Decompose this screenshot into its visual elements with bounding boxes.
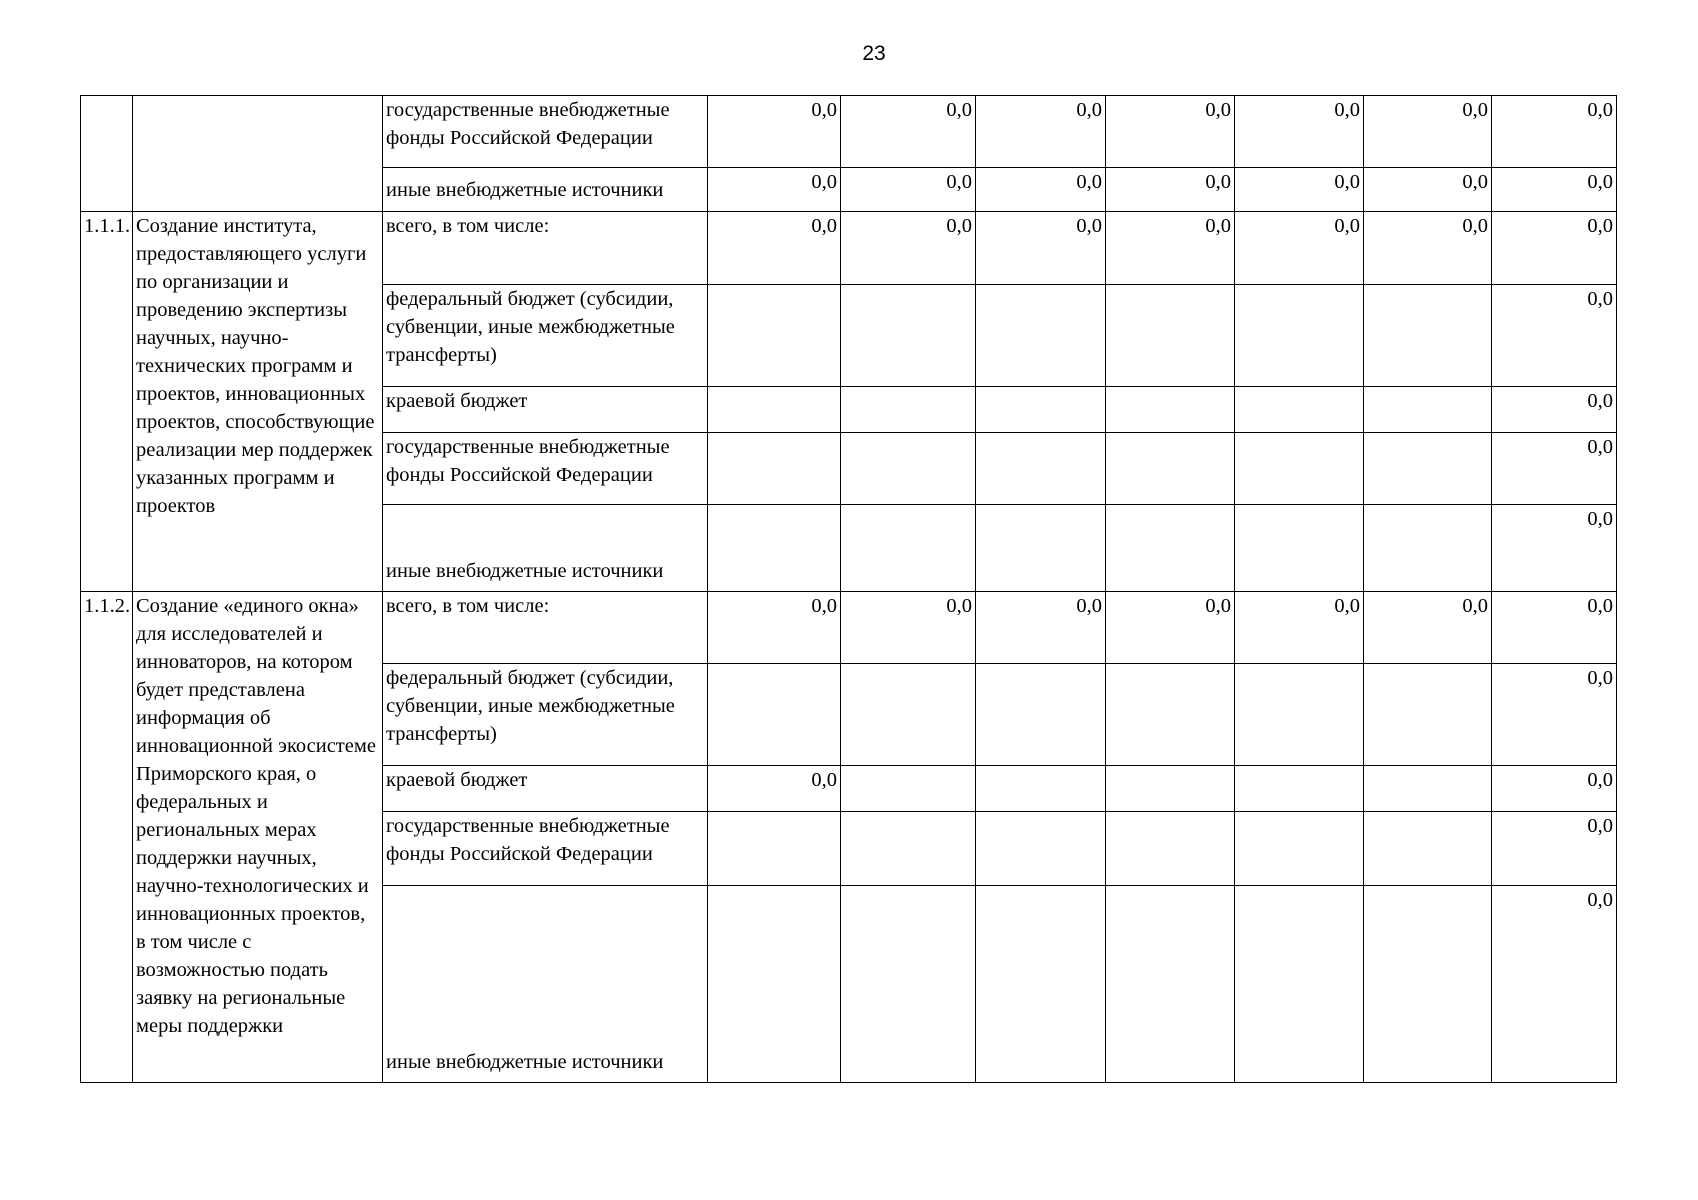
- value-cell: [1364, 387, 1492, 433]
- value-cell: [841, 387, 976, 433]
- value-cell: 0,0: [1492, 664, 1617, 766]
- value-cell: [1364, 285, 1492, 387]
- value-cell: [1364, 886, 1492, 1083]
- value-cell: 0,0: [841, 592, 976, 664]
- value-cell: [976, 664, 1106, 766]
- table-row: [81, 96, 1617, 168]
- value-cell: [1106, 766, 1235, 812]
- value-cell: [1106, 387, 1235, 433]
- funding-source-cell: государственные внебюджетные фонды Российской Федерации: [383, 812, 708, 886]
- value-cell: 0,0: [708, 766, 841, 812]
- value-cell: 0,0: [708, 212, 841, 285]
- value-cell: 0,0: [1492, 212, 1617, 285]
- funding-source-cell: всего, в том числе:: [383, 212, 708, 285]
- value-cell: 0,0: [1235, 96, 1364, 168]
- value-cell: [1106, 886, 1235, 1083]
- value-cell: 0,0: [1106, 212, 1235, 285]
- value-cell: 0,0: [976, 592, 1106, 664]
- value-cell: [708, 387, 841, 433]
- value-cell: [708, 886, 841, 1083]
- item-name-cell: Создание «единого окна» для исследователей и инноваторов, на котором будет представлена информация об инновационной экосистеме Приморского края, о федеральных и региональных мерах поддержки научных, научно-технологических и инновационных проектов, в том числе с возможностью подать заявку на региональные меры поддержки: [133, 592, 383, 1083]
- value-cell: [841, 812, 976, 886]
- value-cell: [841, 285, 976, 387]
- value-cell: 0,0: [1364, 96, 1492, 168]
- value-cell: [708, 505, 841, 592]
- item-code-cell: 1.1.1.: [81, 212, 133, 592]
- value-cell: 0,0: [1492, 96, 1617, 168]
- budget-table: [80, 95, 1617, 1083]
- item-name-cell: [133, 96, 383, 212]
- value-cell: 0,0: [976, 212, 1106, 285]
- value-cell: 0,0: [1492, 766, 1617, 812]
- value-cell: [841, 664, 976, 766]
- value-cell: [1235, 505, 1364, 592]
- funding-source-cell: государственные внебюджетные фонды Российской Федерации: [383, 433, 708, 505]
- value-cell: [1235, 285, 1364, 387]
- value-cell: [1106, 505, 1235, 592]
- value-cell: [1235, 664, 1364, 766]
- value-cell: [841, 886, 976, 1083]
- value-cell: 0,0: [1364, 592, 1492, 664]
- value-cell: [976, 433, 1106, 505]
- value-cell: 0,0: [708, 168, 841, 212]
- value-cell: 0,0: [1492, 285, 1617, 387]
- funding-source-cell: краевой бюджет: [383, 387, 708, 433]
- value-cell: [1235, 433, 1364, 505]
- value-cell: [1235, 886, 1364, 1083]
- table-row: [81, 592, 1617, 664]
- value-cell: 0,0: [976, 96, 1106, 168]
- value-cell: [708, 433, 841, 505]
- value-cell: 0,0: [708, 592, 841, 664]
- value-cell: [841, 505, 976, 592]
- value-cell: 0,0: [1364, 168, 1492, 212]
- value-cell: [1364, 433, 1492, 505]
- value-cell: 0,0: [1492, 433, 1617, 505]
- funding-source-cell: краевой бюджет: [383, 766, 708, 812]
- value-cell: [841, 433, 976, 505]
- page-number: 23: [862, 42, 886, 65]
- value-cell: [1106, 433, 1235, 505]
- value-cell: 0,0: [1106, 592, 1235, 664]
- value-cell: 0,0: [1492, 886, 1617, 1083]
- value-cell: [841, 766, 976, 812]
- value-cell: 0,0: [708, 96, 841, 168]
- value-cell: [1364, 664, 1492, 766]
- table-row: [81, 212, 1617, 285]
- item-name-cell: Создание института, предоставляющего услуги по организации и проведению экспертизы научных, научно-технических программ и проектов, инновационных проектов, способствующие реализации мер поддержек указанных программ и проектов: [133, 212, 383, 592]
- value-cell: [708, 812, 841, 886]
- value-cell: [1235, 812, 1364, 886]
- value-cell: 0,0: [841, 168, 976, 212]
- funding-source-cell: всего, в том числе:: [383, 592, 708, 664]
- value-cell: [1235, 387, 1364, 433]
- value-cell: 0,0: [1235, 212, 1364, 285]
- value-cell: [708, 285, 841, 387]
- value-cell: 0,0: [841, 212, 976, 285]
- value-cell: 0,0: [1106, 168, 1235, 212]
- value-cell: [976, 886, 1106, 1083]
- value-cell: [708, 664, 841, 766]
- funding-source-cell: государственные внебюджетные фонды Российской Федерации: [383, 96, 708, 168]
- value-cell: [976, 812, 1106, 886]
- value-cell: [1364, 766, 1492, 812]
- value-cell: [976, 505, 1106, 592]
- value-cell: 0,0: [1492, 505, 1617, 592]
- value-cell: [1235, 766, 1364, 812]
- value-cell: [976, 387, 1106, 433]
- funding-source-cell: федеральный бюджет (субсидии, субвенции, иные межбюджетные трансферты): [383, 285, 708, 387]
- value-cell: 0,0: [1492, 387, 1617, 433]
- value-cell: [976, 285, 1106, 387]
- value-cell: [976, 766, 1106, 812]
- value-cell: 0,0: [1235, 168, 1364, 212]
- value-cell: 0,0: [1106, 96, 1235, 168]
- value-cell: 0,0: [1364, 212, 1492, 285]
- funding-source-cell: иные внебюджетные источники: [383, 505, 708, 592]
- value-cell: [1106, 812, 1235, 886]
- value-cell: [1106, 285, 1235, 387]
- funding-source-cell: иные внебюджетные источники: [383, 168, 708, 212]
- funding-source-cell: федеральный бюджет (субсидии, субвенции, иные межбюджетные трансферты): [383, 664, 708, 766]
- funding-source-cell: иные внебюджетные источники: [383, 886, 708, 1083]
- value-cell: 0,0: [1492, 812, 1617, 886]
- item-code-cell: [81, 96, 133, 212]
- value-cell: 0,0: [841, 96, 976, 168]
- value-cell: [1106, 664, 1235, 766]
- value-cell: 0,0: [1235, 592, 1364, 664]
- value-cell: 0,0: [976, 168, 1106, 212]
- value-cell: [1364, 505, 1492, 592]
- value-cell: [1364, 812, 1492, 886]
- item-code-cell: 1.1.2.: [81, 592, 133, 1083]
- value-cell: 0,0: [1492, 592, 1617, 664]
- value-cell: 0,0: [1492, 168, 1617, 212]
